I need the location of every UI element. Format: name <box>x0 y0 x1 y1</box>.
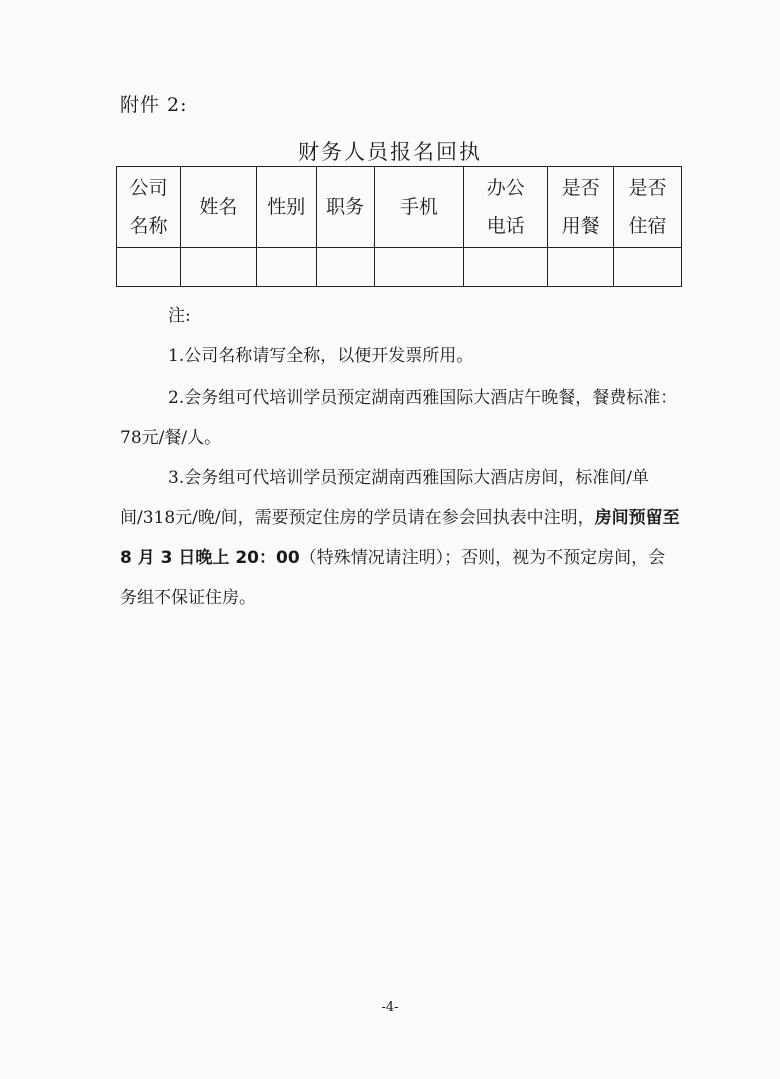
cell-company-name[interactable] <box>117 248 181 287</box>
cell-meal[interactable] <box>548 248 614 287</box>
note-item-3-bold-deadline: 房间预留至 8 月 3 日晚上 20：00 <box>120 508 680 568</box>
header-position: 职务 <box>316 167 374 248</box>
header-meal: 是否 用餐 <box>548 167 614 248</box>
header-name: 姓名 <box>180 167 256 248</box>
header-company-name: 公司 名称 <box>117 167 181 248</box>
table-row <box>117 248 682 287</box>
cell-lodging[interactable] <box>614 248 682 287</box>
header-mobile: 手机 <box>374 167 464 248</box>
note-item-2: 2.会务组可代培训学员预定湖南西雅国际大酒店午晚餐，餐费标准：78元/餐/人。 <box>120 388 678 448</box>
header-office-phone: 办公 电话 <box>464 167 548 248</box>
note-item-3-text: 3.会务组可代培训学员预定湖南西雅国际大酒店房间，标准间/单间/318元/晚/间，需要预定住房的学员请在参会回执表中注明， <box>120 468 649 528</box>
page-number: -4- <box>381 1000 399 1015</box>
note-item-1: 1.公司名称请写全称，以便开发票所用。 <box>168 346 474 366</box>
header-lodging: 是否 住宿 <box>614 167 682 248</box>
cell-position[interactable] <box>316 248 374 287</box>
table-header-row <box>117 167 682 248</box>
cell-name[interactable] <box>180 248 256 287</box>
note-item-3 <box>120 458 680 618</box>
notes-heading: 注: <box>168 306 191 326</box>
registration-table <box>116 166 682 287</box>
attachment-label: 附件 2: <box>120 94 188 116</box>
note-item-3-text-end: （特殊情况请注明）；否则，视为不预定房间，会务组不保证住房。 <box>120 548 666 608</box>
cell-office-phone[interactable] <box>464 248 548 287</box>
cell-gender[interactable] <box>256 248 316 287</box>
form-title: 财务人员报名回执 <box>298 140 482 164</box>
cell-mobile[interactable] <box>374 248 464 287</box>
header-gender: 性别 <box>256 167 316 248</box>
